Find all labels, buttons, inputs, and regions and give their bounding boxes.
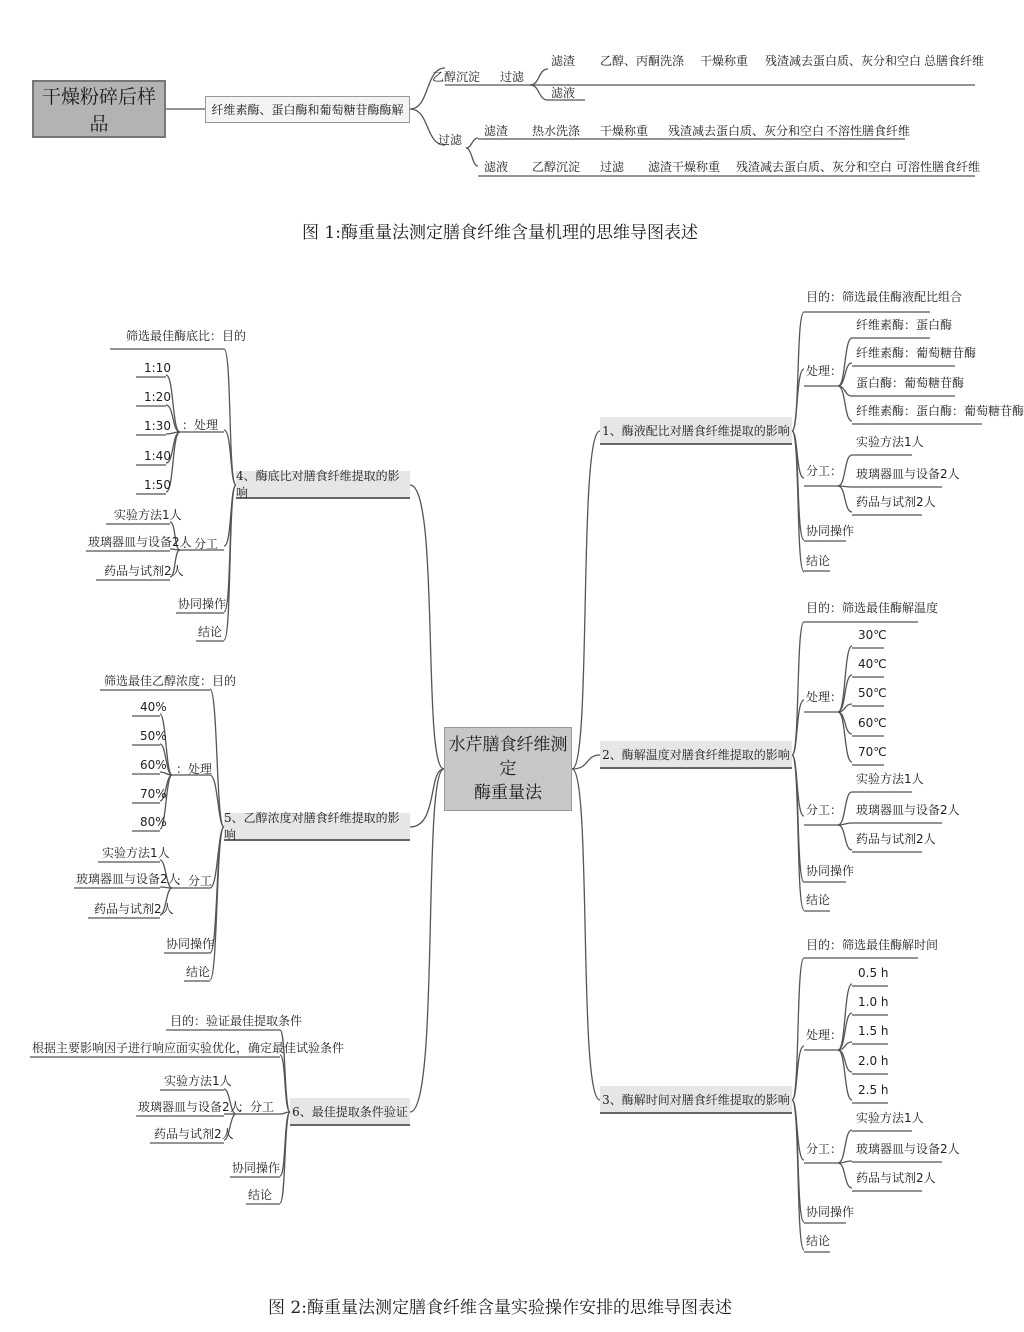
t4-treat-item: 1:20 bbox=[144, 390, 171, 404]
t2-treat-item: 70℃ bbox=[858, 745, 887, 759]
t4-div-item: 实验方法1人 bbox=[114, 508, 182, 522]
fig2-caption: 图 2:酶重量法测定膳食纤维含量实验操作安排的思维导图表述 bbox=[268, 1298, 732, 1318]
t3-coop: 协同操作 bbox=[806, 1205, 855, 1219]
fig2-center-node bbox=[444, 727, 572, 811]
t4-div-label: ：分工 bbox=[182, 537, 219, 551]
t3-treat-item: 1.5 h bbox=[858, 1024, 889, 1038]
t2-treat-item: 40℃ bbox=[858, 657, 887, 671]
t6-div-item: 玻璃器皿与设备2人 bbox=[138, 1100, 242, 1114]
fig1-a-filter: 过滤 bbox=[500, 70, 525, 84]
t5-div-item: 药品与试剂2人 bbox=[94, 902, 174, 916]
t6-purpose: 目的：验证最佳提取条件 bbox=[170, 1014, 303, 1028]
t4-purpose: 筛选最佳酶底比：目的 bbox=[126, 329, 247, 343]
fig1-a-residue-step1: 乙醇、丙酮洗涤 bbox=[600, 54, 685, 68]
t3-div-item: 药品与试剂2人 bbox=[856, 1171, 936, 1185]
fig1-a-filtrate: 滤液 bbox=[551, 86, 576, 100]
t4-treat-item: 1:40 bbox=[144, 449, 171, 463]
fig1-ethanol-precip: 乙醇沉淀 bbox=[432, 70, 481, 84]
fig1-b-filtrate-step1: 乙醇沉淀 bbox=[532, 160, 581, 174]
t6-div-item: 药品与试剂2人 bbox=[154, 1127, 234, 1141]
t1-conclusion: 结论 bbox=[806, 554, 831, 568]
t5-treat-item: 60% bbox=[140, 758, 167, 772]
t1-treat-item: 纤维素酶：蛋白酶：葡萄糖苷酶 bbox=[856, 404, 1024, 418]
fig1-soluble-fiber: 可溶性膳食纤维 bbox=[896, 160, 981, 174]
topic-4-substrate-ratio: 4、酶底比对膳食纤维提取的影响 bbox=[236, 471, 410, 499]
t1-div-item: 玻璃器皿与设备2人 bbox=[856, 467, 960, 481]
topic-6-validation: 6、最佳提取条件验证 bbox=[290, 1098, 410, 1126]
t2-div-item: 实验方法1人 bbox=[856, 772, 924, 786]
fig1-b-filtrate: 滤液 bbox=[484, 160, 509, 174]
t2-div-item: 药品与试剂2人 bbox=[856, 832, 936, 846]
fig1-b-filtrate-step4: 残渣减去蛋白质、灰分和空白 bbox=[736, 160, 893, 174]
fig1-total-fiber: 总膳食纤维 bbox=[924, 54, 985, 68]
t3-treat-label: 处理： bbox=[806, 1028, 843, 1042]
t2-div-item: 玻璃器皿与设备2人 bbox=[856, 803, 960, 817]
t5-treat-item: 80% bbox=[140, 815, 167, 829]
t1-coop: 协同操作 bbox=[806, 524, 855, 538]
t6-div-item: 实验方法1人 bbox=[164, 1074, 232, 1088]
fig1-a-residue-step2: 干燥称重 bbox=[700, 54, 749, 68]
fig1-hydrolysis-node: 纤维素酶、蛋白酶和葡萄糖苷酶酶解 bbox=[205, 96, 410, 123]
t4-conclusion: 结论 bbox=[198, 625, 223, 639]
t5-div-item: 实验方法1人 bbox=[102, 846, 170, 860]
t2-div-label: 分工： bbox=[806, 803, 843, 817]
topic-1-enzyme-ratio: 1、酶液配比对膳食纤维提取的影响 bbox=[600, 417, 792, 445]
t4-treat-item: 1:10 bbox=[144, 361, 171, 375]
t3-treat-item: 1.0 h bbox=[858, 995, 889, 1009]
t4-div-item: 玻璃器皿与设备2人 bbox=[88, 535, 192, 549]
t2-treat-label: 处理： bbox=[806, 690, 843, 704]
topic-5-ethanol: 5、乙醇浓度对膳食纤维提取的影响 bbox=[224, 813, 410, 841]
fig1-b-filter: 过滤 bbox=[438, 133, 463, 147]
fig1-b-residue: 滤渣 bbox=[484, 124, 509, 138]
t1-treat-item: 蛋白酶：葡萄糖苷酶 bbox=[856, 376, 965, 390]
t6-optimization: 根据主要影响因子进行响应面实验优化，确定最佳试验条件 bbox=[32, 1041, 345, 1055]
t4-treat-item: 1:30 bbox=[144, 419, 171, 433]
topic-3-time: 3、酶解时间对膳食纤维提取的影响 bbox=[600, 1086, 792, 1114]
t2-treat-item: 30℃ bbox=[858, 628, 887, 642]
t4-coop: 协同操作 bbox=[178, 597, 227, 611]
t6-coop: 协同操作 bbox=[232, 1161, 281, 1175]
t2-purpose: 目的：筛选最佳酶解温度 bbox=[806, 601, 939, 615]
t5-treat-item: 50% bbox=[140, 729, 167, 743]
t4-div-item: 药品与试剂2人 bbox=[104, 564, 184, 578]
t2-coop: 协同操作 bbox=[806, 864, 855, 878]
fig1-b-residue-step3: 残渣减去蛋白质、灰分和空白 bbox=[668, 124, 825, 138]
t5-div-item: 玻璃器皿与设备2人 bbox=[76, 872, 180, 886]
t4-treat-label: ：处理 bbox=[182, 418, 219, 432]
fig1-b-filtrate-step3: 滤渣干燥称重 bbox=[648, 160, 721, 174]
t1-treat-label: 处理： bbox=[806, 364, 843, 378]
fig1-b-filtrate-step2: 过滤 bbox=[600, 160, 625, 174]
t5-conclusion: 结论 bbox=[186, 965, 211, 979]
fig2-center-line1: 水芹膳食纤维测定 bbox=[448, 735, 568, 779]
t5-treat-item: 70% bbox=[140, 787, 167, 801]
t6-div-label: ：分工 bbox=[238, 1100, 275, 1114]
fig1-caption: 图 1:酶重量法测定膳食纤维含量机理的思维导图表述 bbox=[302, 223, 698, 243]
fig2-center-line2: 酶重量法 bbox=[474, 783, 542, 803]
t5-treat-label: ：处理 bbox=[176, 762, 213, 776]
t1-purpose: 目的：筛选最佳酶液配比组合 bbox=[806, 290, 963, 304]
t1-treat-item: 纤维素酶：蛋白酶 bbox=[856, 318, 953, 332]
t2-conclusion: 结论 bbox=[806, 893, 831, 907]
t2-treat-item: 50℃ bbox=[858, 686, 887, 700]
t3-div-item: 实验方法1人 bbox=[856, 1111, 924, 1125]
fig1-root-node: 干燥粉碎后样品 bbox=[32, 80, 166, 138]
t1-treat-item: 纤维素酶：葡萄糖苷酶 bbox=[856, 346, 977, 360]
t6-conclusion: 结论 bbox=[248, 1188, 273, 1202]
t5-coop: 协同操作 bbox=[166, 937, 215, 951]
fig1-insoluble-fiber: 不溶性膳食纤维 bbox=[826, 124, 911, 138]
t3-treat-item: 0.5 h bbox=[858, 966, 889, 980]
t3-treat-item: 2.5 h bbox=[858, 1083, 889, 1097]
t1-div-item: 实验方法1人 bbox=[856, 435, 924, 449]
fig1-b-residue-step1: 热水洗涤 bbox=[532, 124, 581, 138]
t3-purpose: 目的：筛选最佳酶解时间 bbox=[806, 938, 939, 952]
t4-treat-item: 1:50 bbox=[144, 478, 171, 492]
t3-div-item: 玻璃器皿与设备2人 bbox=[856, 1142, 960, 1156]
t1-div-label: 分工： bbox=[806, 464, 843, 478]
t5-purpose: 筛选最佳乙醇浓度：目的 bbox=[104, 674, 237, 688]
t3-treat-item: 2.0 h bbox=[858, 1054, 889, 1068]
t5-treat-item: 40% bbox=[140, 700, 167, 714]
t3-div-label: 分工： bbox=[806, 1142, 843, 1156]
fig1-b-residue-step2: 干燥称重 bbox=[600, 124, 649, 138]
t2-treat-item: 60℃ bbox=[858, 716, 887, 730]
t3-conclusion: 结论 bbox=[806, 1234, 831, 1248]
fig1-a-residue-step3: 残渣减去蛋白质、灰分和空白 bbox=[765, 54, 922, 68]
t1-div-item: 药品与试剂2人 bbox=[856, 495, 936, 509]
topic-2-temperature: 2、酶解温度对膳食纤维提取的影响 bbox=[600, 741, 792, 769]
fig1-a-residue: 滤渣 bbox=[551, 54, 576, 68]
t5-div-label: ：分工 bbox=[176, 874, 213, 888]
